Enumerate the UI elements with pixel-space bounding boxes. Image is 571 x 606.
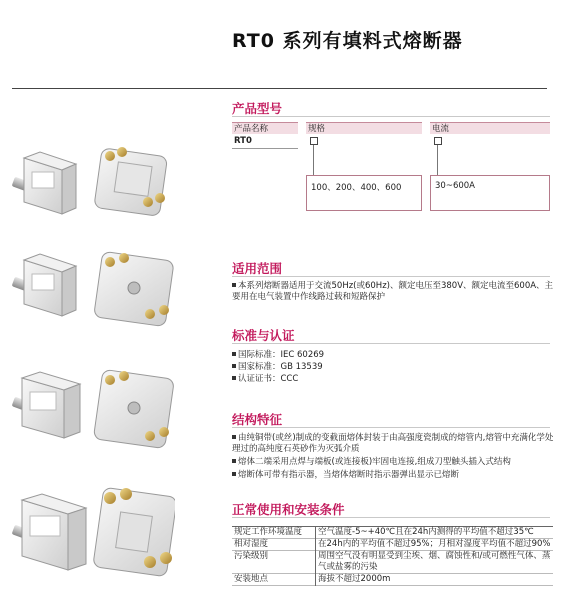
scope-heading-line	[232, 276, 550, 277]
conditions-heading: 正常使用和安装条件	[232, 502, 345, 517]
table-row	[232, 527, 553, 539]
standards-heading: 标准与认证	[232, 328, 295, 343]
structure-heading: 结构特征	[232, 412, 283, 427]
conditions-table	[232, 526, 553, 586]
table-row	[232, 539, 553, 551]
fuse-set-2	[12, 251, 174, 326]
model-col-name: 产品名称	[232, 122, 298, 134]
structure-heading-line	[232, 427, 550, 428]
model-col-spec: 规格	[306, 122, 422, 134]
structure-item: 熔体二端采用点焊与端板(或连接板)牢固电连接,组成刀型触头插入式结构	[232, 457, 554, 468]
title-divider	[12, 88, 547, 89]
model-row-underline	[232, 148, 298, 149]
current-connector	[437, 145, 438, 175]
spec-checkbox	[310, 137, 318, 145]
condition-value: 周围空气没有明显受到尘埃、烟、腐蚀性和/或可燃性气体、蒸气或盐雾的污染	[318, 551, 551, 572]
standard-item: 国家标准：GB 13539	[232, 362, 323, 373]
condition-key: 相对湿度	[232, 539, 316, 551]
spec-values-box: 100、200、400、600	[306, 175, 422, 211]
table-row	[232, 551, 553, 574]
scope-text: 本系列熔断器适用于交流50Hz(或60Hz)、额定电压至380V、额定电流至600A、主要用在电气装置中作线路过载和短路保护	[232, 281, 554, 302]
standard-item: 国际标准：IEC 60269	[232, 350, 324, 361]
product-photos	[10, 140, 175, 600]
standard-item: 认证证书：CCC	[232, 374, 298, 385]
model-row-name: RT0	[234, 136, 252, 146]
model-heading: 产品型号	[232, 101, 283, 116]
structure-item: 熔断体可带有指示器，当熔体熔断时指示器弹出显示已熔断	[232, 470, 554, 481]
condition-key: 规定工作环境温度	[232, 527, 316, 539]
scope-heading: 适用范围	[232, 261, 283, 276]
condition-value: 在24h内的平均值不超过95%；月相对湿度平均值不超过90%	[318, 539, 551, 549]
fuse-set-4	[12, 487, 175, 577]
condition-key: 安装地点	[232, 574, 316, 586]
table-row	[232, 574, 553, 586]
model-heading-line	[232, 116, 550, 117]
conditions-heading-line	[232, 517, 550, 518]
condition-value: 空气温度-5~+40℃且在24h内测得的平均值不超过35℃	[318, 527, 534, 537]
structure-item: 由纯铜带(或丝)制成的变截面熔体封装于由高强度瓷制成的熔管内,熔管中充满化学处理过的高纯度石英砂作为灭弧介质	[232, 433, 554, 454]
fuse-set-3	[12, 369, 175, 448]
fuse-set-1	[12, 147, 168, 216]
condition-value: 海拔不超过2000m	[318, 574, 391, 584]
standards-heading-line	[232, 343, 550, 344]
spec-connector	[313, 145, 314, 175]
current-values-box: 30~600A	[430, 175, 550, 211]
page-title: RT0 系列有填料式熔断器	[232, 30, 463, 52]
condition-key: 污染级别	[232, 551, 316, 574]
current-checkbox	[434, 137, 442, 145]
model-col-current: 电流	[430, 122, 550, 134]
